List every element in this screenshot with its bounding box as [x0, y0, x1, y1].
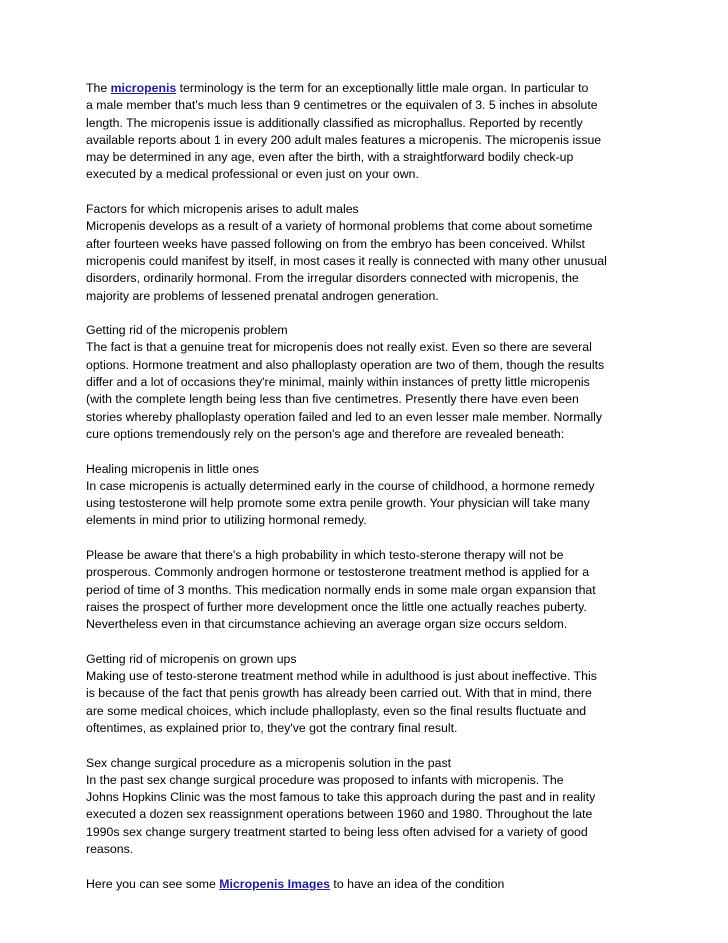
text-line: 1990s sex change surgery treatment started to being less often advised for a variety of good [86, 824, 588, 839]
text-line: after fourteen weeks have passed following on from the embryo has been conceived. Whilst [86, 236, 585, 251]
aware-paragraph [86, 547, 666, 633]
text-line: oftentimes, as explained prior to, they've got the contrary final result. [86, 720, 458, 735]
text-line: prosperous. Commonly androgen hormone or testosterone treatment method is applied for a [86, 565, 590, 580]
text-line: using testosterone will help promote some extra penile growth. Your physician will take many [86, 496, 590, 511]
text-line: cure options tremendously rely on the person's age and therefore are revealed beneath: [86, 426, 565, 441]
text-line: stories whereby phalloplasty operation failed and led to an even lesser male member. Normally [86, 409, 603, 424]
text-line: Making use of testo-sterone treatment method while in adulthood is just about ineffective. This [86, 669, 597, 684]
text-line: are some medical choices, which include phalloplasty, even so the final results fluctuate and [86, 703, 587, 718]
text-line: a male member that's much less than 9 centimetres or the equivalen of 3. 5 inches in absolute [86, 98, 598, 113]
getting-rid-section [86, 322, 666, 443]
text-line: Nevertheless even in that circumstance achieving an average organ size occurs seldom. [86, 617, 568, 632]
text-fragment: to have an idea of the condition [330, 876, 505, 891]
text-line: differ and a lot of occasions they're minimal, mainly within instances of pretty little micropenis [86, 375, 590, 390]
text-line: The fact is that a genuine treat for micropenis does not really exist. Even so there are several [86, 340, 592, 355]
text-line: Johns Hopkins Clinic was the most famous to take this approach during the past and in reality [86, 790, 596, 805]
text-line: In case micropenis is actually determined early in the course of childhood, a hormone remedy [86, 478, 595, 493]
text-line: disorders, ordinarily hormonal. From the irregular disorders connected with micropenis, the [86, 271, 579, 286]
text-line [86, 80, 666, 97]
grown-ups-section [86, 651, 666, 737]
text-line: In the past sex change surgical procedure was proposed to infants with micropenis. The [86, 772, 564, 787]
document-page [86, 80, 666, 910]
text-line: length. The micropenis issue is additionally classified as microphallus. Reported by recently [86, 115, 583, 130]
intro-paragraph [86, 80, 666, 184]
closing-paragraph [86, 876, 666, 893]
factors-section [86, 201, 666, 305]
sex-change-section [86, 755, 666, 859]
text-line: reasons. [86, 842, 134, 857]
text-line: Please be aware that there's a high probability in which testo-sterone therapy will not be [86, 548, 564, 563]
text-line: executed a dozen sex reassignment operations between 1960 and 1980. Throughout the late [86, 807, 593, 822]
text-line: executed by a medical professional or even just on your own. [86, 167, 419, 182]
text-line: micropenis could manifest by itself, in most cases it really is connected with many other unusual [86, 253, 607, 268]
micropenis-images-link[interactable]: Micropenis Images [219, 876, 331, 891]
section-heading: Healing micropenis in little ones [86, 461, 259, 476]
text-line: elements in mind prior to utilizing hormonal remedy. [86, 513, 367, 528]
healing-section [86, 461, 666, 530]
text-line [86, 876, 666, 893]
text-line: (with the complete length being less than five centimetres. Presently there have even been [86, 392, 579, 407]
text-line: period of time of 3 months. This medication normally ends in some male organ expansion that [86, 582, 596, 597]
section-heading: Factors for which micropenis arises to adult males [86, 202, 359, 217]
text-line: options. Hormone treatment and also phalloplasty operation are two of them, though the results [86, 357, 605, 372]
text-line: may be determined in any age, even after the birth, with a straightforward bodily check-up [86, 150, 574, 165]
text-fragment: Here you can see some [86, 876, 220, 891]
text-line: raises the prospect of further more development once the little one actually reaches puberty. [86, 599, 587, 614]
section-heading: Getting rid of the micropenis problem [86, 323, 288, 338]
text-line: Micropenis develops as a result of a variety of hormonal problems that come about sometime [86, 219, 593, 234]
section-heading: Getting rid of micropenis on grown ups [86, 651, 297, 666]
text-fragment: The [86, 81, 111, 95]
micropenis-link[interactable]: micropenis [110, 81, 177, 95]
text-line: available reports about 1 in every 200 adult males features a micropenis. The micropenis issue [86, 132, 602, 147]
section-heading: Sex change surgical procedure as a micropenis solution in the past [86, 755, 452, 770]
text-line: is because of the fact that penis growth has already been carried out. With that in mind, there [86, 686, 592, 701]
text-fragment: terminology is the term for an exceptionally little male organ. In particular to [176, 81, 589, 95]
text-line: majority are problems of lessened prenatal androgen generation. [86, 288, 439, 303]
